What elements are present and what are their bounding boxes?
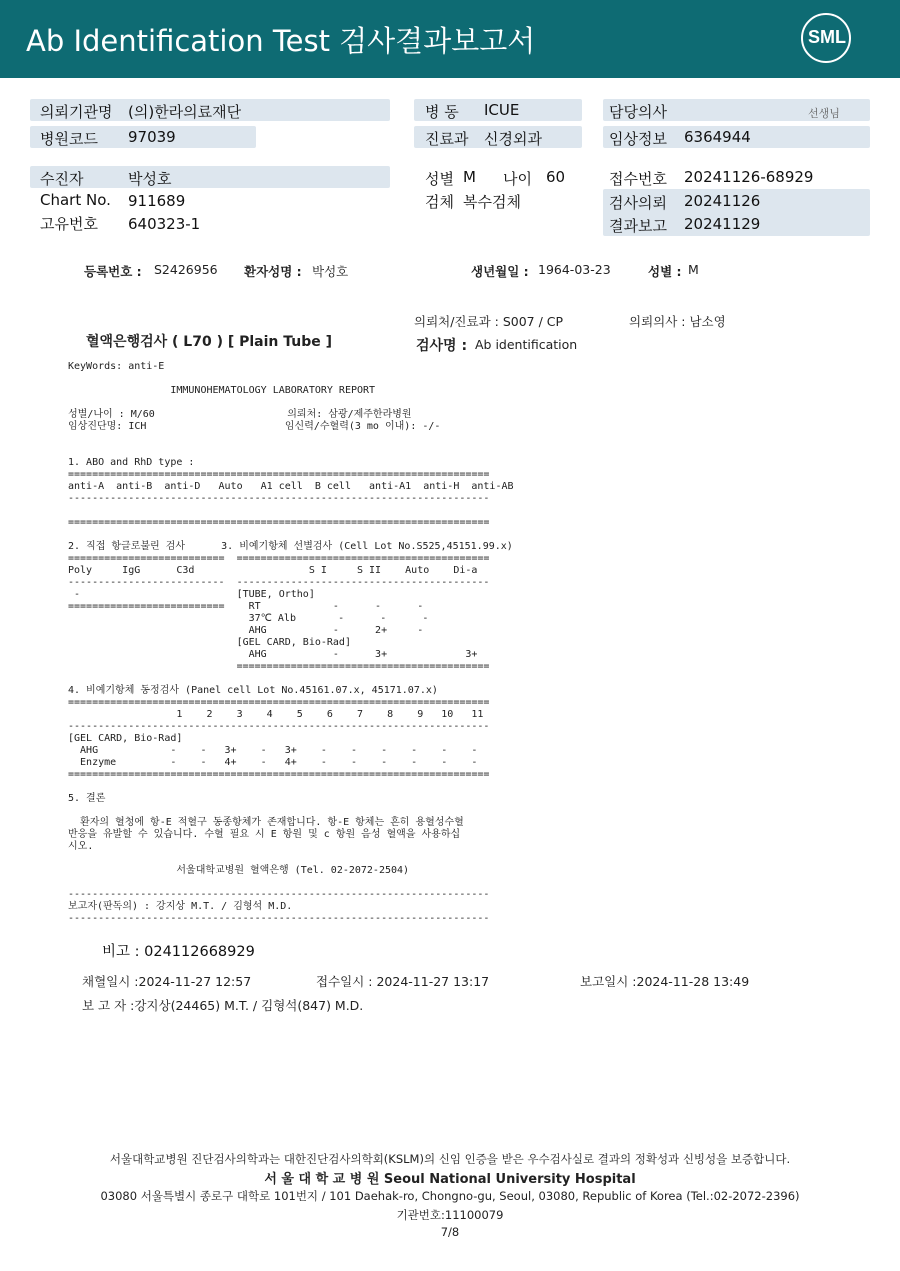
footer-address: 03080 서울특별시 종로구 대학로 101번지 / 101 Daehak-ro, Chongno-gu, Seoul, 03080, Republic of Korea (Tel.:02-2072-2396)	[100, 1189, 800, 1203]
clinical-value: 6364944	[684, 128, 751, 146]
footer-hospital: 서 울 대 학 교 병 원 Seoul National University Hospital	[264, 1172, 636, 1187]
specimen-label: 검체	[425, 193, 454, 211]
dob-label: 생년월일 :	[471, 264, 529, 279]
report-value: 2024-11-28 13:49	[636, 974, 750, 989]
reporter	[82, 996, 363, 1014]
report-line	[68, 433, 514, 445]
report-line: - [TUBE, Ortho]	[68, 589, 315, 600]
report-line: 환자의 혈청에 항-E 적혈구 동종항체가 존재합니다. 항-E 항체는 흔히 용혈성수혈	[68, 817, 464, 828]
sex-value: M	[463, 168, 476, 186]
report-line	[68, 505, 514, 517]
sml-logo-text: SML	[808, 27, 846, 47]
receipt-label: 접수번호	[609, 170, 667, 188]
page-title: Ab Identification Test 검사결과보고서	[26, 24, 536, 58]
collect-label: 채혈일시 :	[82, 974, 139, 989]
pname-value: 박성호	[312, 264, 349, 279]
ward-value: ICUE	[484, 101, 520, 119]
report-line: 서울대학교병원 혈액은행 (Tel. 02-2072-2504)	[68, 865, 410, 876]
unique-label: 고유번호	[40, 215, 98, 233]
report-line: 성별/나이 : M/60 의뢰처: 삼광/제주한라병원	[68, 409, 412, 420]
hosp-code-label: 병원코드	[40, 130, 98, 148]
report-line: 2. 직접 항글로불린 검사 3. 비예기항체 선별검사 (Cell Lot No.S525,45151.99.x)	[68, 541, 513, 552]
ward-label: 병 동	[425, 103, 459, 121]
report-line	[68, 781, 514, 793]
receive-time	[316, 972, 489, 990]
remark-label: 비고 :	[102, 944, 140, 960]
report-line: 37℃ Alb - - -	[68, 613, 429, 624]
report-line: ========================== RT - - -	[68, 601, 424, 612]
report-line: 시오.	[68, 841, 94, 852]
report-line: AHG - 3+ 3+	[68, 649, 478, 660]
report-line: ======================================================================	[68, 517, 490, 528]
clinical-label: 임상정보	[609, 130, 667, 148]
dept-value: 신경외과	[484, 130, 542, 148]
report-line: ========================== ==========================================	[68, 553, 490, 564]
test-req-label: 검사의뢰	[609, 194, 667, 212]
test-value: Ab identification	[475, 337, 578, 352]
recv-label: 접수일시 :	[316, 974, 373, 989]
recv-value: 2024-11-27 13:17	[376, 974, 490, 989]
report-line: 반응을 유발할 수 있습니다. 수혈 필요 시 E 항원 및 c 항원 음성 혈액을 사용하십	[68, 829, 461, 840]
age-label: 나이	[503, 170, 532, 188]
remark-value: 024112668929	[144, 944, 255, 960]
chart-value: 911689	[128, 192, 186, 210]
report-line: 1 2 3 4 5 6 7 8 9 10 11	[68, 709, 484, 720]
dept-label: 진료과	[425, 130, 469, 148]
report-line: ======================================================================	[68, 769, 490, 780]
row-bar	[30, 166, 390, 188]
footer-inst-no: 기관번호:11100079	[396, 1208, 504, 1222]
report-line	[68, 805, 514, 817]
result-label: 결과보고	[609, 217, 667, 235]
report-line: 1. ABO and RhD type :	[68, 457, 195, 468]
dob-value: 1964-03-23	[538, 262, 611, 277]
report-line: AHG - 2+ -	[68, 625, 424, 636]
collect-time	[82, 972, 251, 990]
report-line: [GEL CARD, Bio-Rad]	[68, 637, 351, 648]
report-line: Poly IgG C3d S I S II Auto Di-a	[68, 565, 478, 576]
rsex-label: 성별 :	[648, 264, 682, 279]
reg-label: 등록번호 :	[84, 264, 142, 279]
report-line: anti-A anti-B anti-D Auto A1 cell B cell anti-A1 anti-H anti-AB	[68, 481, 514, 492]
report-body	[68, 361, 514, 925]
section-title: 혈액은행검사 ( L70 ) [ Plain Tube ]	[86, 334, 333, 350]
report-line	[68, 445, 514, 457]
report-line: ----------------------------------------------------------------------	[68, 721, 490, 732]
report-line	[68, 853, 514, 865]
report-line: ======================================================================	[68, 697, 490, 708]
report-line: [GEL CARD, Bio-Rad]	[68, 733, 183, 744]
hosp-code-value: 97039	[128, 128, 176, 146]
specimen-value: 복수검체	[463, 193, 521, 211]
report-time	[580, 972, 749, 990]
rsex-value: M	[688, 262, 699, 277]
report-line: ----------------------------------------------------------------------	[68, 889, 490, 900]
unique-value: 640323-1	[128, 215, 201, 233]
age-value: 60	[546, 168, 566, 186]
doctor-suffix: 선생님	[808, 107, 840, 120]
report-line: -------------------------- ------------------------------------------	[68, 577, 490, 588]
report-line: 임상진단명: ICH 임신력/수혈력(3 mo 이내): -/-	[68, 421, 441, 432]
test-label: 검사명 :	[416, 338, 468, 354]
report-line: ======================================================================	[68, 469, 490, 480]
req-inst-value: (의)한라의료재단	[128, 103, 242, 121]
sex-label: 성별	[425, 170, 454, 188]
report-line	[68, 877, 514, 889]
report-line: KeyWords: anti-E	[68, 361, 165, 372]
reg-value: S2426956	[154, 262, 218, 277]
report-line: ----------------------------------------------------------------------	[68, 493, 490, 504]
page-number: 7/8	[440, 1225, 460, 1239]
req-doctor: 의뢰의사 : 남소영	[629, 314, 726, 329]
report-label: 보고일시 :	[580, 974, 637, 989]
dept-line: 의뢰처/진료과 : S007 / CP	[414, 314, 564, 329]
remark	[102, 940, 255, 961]
report-line: IMMUNOHEMATOLOGY LABORATORY REPORT	[68, 385, 376, 396]
report-line: Enzyme - - 4+ - 4+ - - - - - -	[68, 757, 478, 768]
patient-label: 수진자	[40, 170, 84, 188]
reporter-label: 보 고 자 :	[82, 998, 135, 1013]
report-line	[68, 397, 514, 409]
report-line: 4. 비예기항체 동정검사 (Panel cell Lot No.45161.07.x, 45171.07.x)	[68, 685, 438, 696]
report-line	[68, 673, 514, 685]
footer-accreditation: 서울대학교병원 진단검사의학과는 대한진단검사의학회(KSLM)의 신임 인증을 받은 우수검사실로 결과의 정확성과 신빙성을 보증합니다.	[109, 1152, 791, 1166]
req-inst-label: 의뢰기관명	[40, 103, 113, 121]
patient-value: 박성호	[128, 170, 172, 188]
report-line: ----------------------------------------------------------------------	[68, 913, 490, 924]
reporter-value: 강지상(24465) M.T. / 김형석(847) M.D.	[134, 998, 364, 1013]
report-line	[68, 373, 514, 385]
report-line: ==========================================	[68, 661, 490, 672]
report-line	[68, 529, 514, 541]
report-line: AHG - - 3+ - 3+ - - - - - -	[68, 745, 478, 756]
result-value: 20241129	[684, 215, 761, 233]
receipt-value: 20241126-68929	[684, 168, 814, 186]
pname-label: 환자성명 :	[244, 264, 302, 279]
report-line: 보고자(판독의) : 강지상 M.T. / 김형석 M.D.	[68, 901, 293, 912]
chart-label: Chart No.	[40, 191, 111, 209]
collect-value: 2024-11-27 12:57	[138, 974, 252, 989]
report-line: 5. 결론	[68, 793, 106, 804]
doctor-label: 담당의사	[609, 103, 667, 121]
test-req-value: 20241126	[684, 192, 761, 210]
